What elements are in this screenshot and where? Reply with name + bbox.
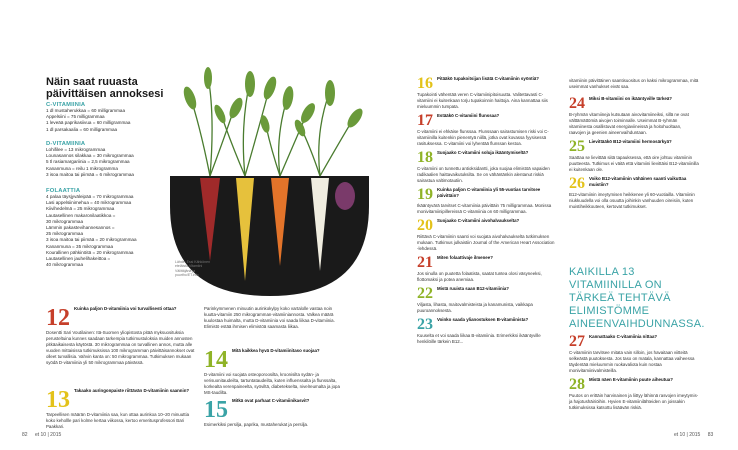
vitamin-d-title: D-VITAMIINIA xyxy=(46,141,86,147)
qa-answer: Dosentti Sari Voutilainen: Itä-Suomen yliopistosta pitää myksuosituksia perusteltuina kunnes saadaan tarkempia tutkimustuloksia muiden annosten pitkäaikaisesta käytöstä. 30 mikrogrammaa on turvallinen annos, mutta alle vuoden mittaisissa tutkimuksissa 100 mikrogramman päivittäisannokset ovat olleet turvallisia. Vahvin kanta on: 50 mikrogrammaa. Tutkimuksen mukaan syödä D-vitamiinia yli 50 mikrogrammaa päivässä. xyxy=(46,330,195,365)
vitamin-c-title: C-VITAMIINIA xyxy=(46,102,86,108)
qa-question: Mitä kaikkea hyvä D-vitamiinitaso suojaa? xyxy=(232,348,320,353)
qa-question: Lievittääkö B12-vitamiini hermosärkyä? xyxy=(589,139,672,144)
qa-question: Voinko saada ylianostuksen B-vitamiinista? xyxy=(437,317,529,322)
qa-answer: Saattaa se lievittää siitä tapauksessa, että oire johtuu vitamiinin puutteesta. Tutkimus ei väitä että vitamiini lievittäisi B12-vitamiinilla ei kuitenkaan ole. xyxy=(569,155,699,172)
folate-item: 4 palaa täysjyväleipää = 70 mikrogrammaa xyxy=(46,194,134,199)
qa-question: Mistä näen E-vitamiinin puute aiheutua? xyxy=(589,377,673,382)
qa-answer: Riittävä C-vitamiinin saanti voi suojata aivohalvaukselta tutkimuksen mukaan. Tutkimus julkaistiin Journal of the American Heart Association -lehdessä. xyxy=(417,234,555,251)
beet-root xyxy=(335,182,355,210)
vitamin-c-list xyxy=(46,108,171,133)
qa-item xyxy=(417,76,557,110)
vitamin-d-item: Kananmuna = reilu 1 mikrogramma xyxy=(46,165,118,171)
vitamin-d-item: 3 isoa maitoa tai piimää = 6 mikrogrammaa xyxy=(46,171,134,177)
qa-question: Miten folaattivaje ilmenee? xyxy=(437,255,493,260)
qa-number: 15 xyxy=(204,397,228,423)
qa-number: 12 xyxy=(46,305,70,331)
qa-number: 25 xyxy=(569,138,585,155)
vitamin-d-item: Lohifilee = 13 mikrogrammaa xyxy=(46,147,106,152)
vitamin-d-list xyxy=(46,147,171,178)
qa-answer: Puutos on erittäin harvinainen ja liittyy lähinnä rasvojen imeytymis- ja hajotushäiriöihin. Hyvien E-vitamiinilähteiden on joissakin tutkimuksissa katsottu lisäävän riskiä. xyxy=(569,393,699,410)
qa-answer: C-vitamiini ei ehkäise flunssaa. Flunssaan sairastumisen riski voi C-vitamiinilla kuitenkin pienentyä niillä, jotka ovat kovassa fyysisessä rasituksessa. C-vitamiini voi lyhentää flunssan kestoa. xyxy=(417,129,549,146)
qa-answer: B12-vitamiinin imeytymisen heikkenee yli 60-vuotiailla. Vitamiinin niukkuudella voi olla osuutta joihinkin vanhuuden oireisiin, kuten muistiheikkouteen, kertovat tutkimukset. xyxy=(569,192,695,209)
qa-question: Kuinka paljon D-vitamiinia voi turvallisesti ottaa? xyxy=(74,306,177,311)
qa-question: Mistä ruuista saan B12-vitamiinia? xyxy=(437,286,509,291)
qa-item xyxy=(569,176,699,210)
qa-15 xyxy=(204,398,342,428)
qa-number: 28 xyxy=(569,376,585,393)
qa-number: 21 xyxy=(417,254,433,271)
page-number-right xyxy=(674,432,713,438)
qa-item xyxy=(417,317,557,345)
qa-question: Suojaako C-vitamiini soluja ikääntymiseltä? xyxy=(437,150,529,155)
folate-item: 3 isoa maitoa tai piimää = 20 mikrogrammaa xyxy=(46,237,137,243)
qa-answer: B-ryhmän vitamiineja kutsutaan aivovitamiineiksi, sillä ne ovat välttämättömiä aivojen toiminnalle. Useimmat B-ryhmän vitamiinesta osallistuvat energiaviineissä ja hoitohuoltaan, raavojen ja geenien aineenvaihduntaan. xyxy=(569,112,689,135)
folate-item: Kourallinen pähkinöitä = 20 mikrogrammaa xyxy=(46,249,134,255)
qa-13 xyxy=(46,388,196,430)
qa-question: Voiko B12-vitamiinin vähäinen saanti vaikuttaa muistiin? xyxy=(589,176,687,187)
qa-question: Kuinka paljon C-vitamiinia yli 55-vuotias tarvitsee päivittäin? xyxy=(437,187,541,198)
qa-answer: C-vitamiini on tunnettu antioksidantti, joka suojaa elimistöä vapaiden radikaalien haittavaikutuksilta. Se on vähäntänkin alentanut riskiä sairastua valtimotautiin. xyxy=(417,166,550,183)
qa-12 xyxy=(46,306,196,366)
qa-item xyxy=(569,334,699,374)
page-number-left xyxy=(22,432,61,438)
vitamin-c-item: 1 leveää paprikasiivua = 60 milligrammaa xyxy=(46,120,131,126)
folate-list xyxy=(46,194,171,268)
qa-number: 27 xyxy=(569,333,585,350)
qa-item xyxy=(417,218,557,252)
qa-item xyxy=(417,150,557,184)
vitamin-c-item: 1 dl mustaherukkaa = 60 milligrammaa xyxy=(46,108,126,113)
qa-right-column xyxy=(569,96,699,213)
folate-item: 30 mikrogrammaa xyxy=(46,218,84,224)
qa-answer: Kuuselta et voi saada liikaa B-vitamiinia. Erimerkiksi ikääntyville henkilöille tärkein B12... xyxy=(417,333,541,344)
qa-number: 17 xyxy=(417,112,433,129)
qa-right-column-bottom xyxy=(569,334,699,414)
folate-item: Kiivihedelmä = 25 mikrogrammaa xyxy=(46,206,115,212)
column-text: Parinkymmenen minuutin aurinkokylpy koko vartalolle vastaa noin kuutta-vitamiin 250 mikrogramman-vitamiiniannosta. Valkea määrä kuulostaa huimalta, mutta D-vitamiinia voi saada liikaa D-vitamiinia. Elimistö estää ihmisen elimistöä saamasta liikaa. xyxy=(204,306,335,329)
leaf-blades xyxy=(181,67,365,138)
qa-number: 22 xyxy=(417,285,433,302)
qa-question: Kannattaako C-vitamiinia nittaa? xyxy=(589,334,658,339)
folate-item: Lämmin pakastevihannesannos = xyxy=(46,225,115,231)
qa-item xyxy=(569,139,699,173)
qa-question: Takaako auringonpaiste riittävän D-vitamiinin saannin? xyxy=(74,388,190,393)
right-page xyxy=(369,0,738,450)
qa-answer: Viljasta, lihasta, maitovalmisteista ja kanamunista, vaikkapa puuroannoksesta. xyxy=(417,302,533,313)
qa-question: Estääkö C-vitamiini flunssaa? xyxy=(437,113,500,118)
pull-quote: KAIKILLA 13 VITAMIINILLA ON TÄRKEÄ TEHTÄVÄ ELIMISTÖMME AINEENVAIHDUNNASSA. xyxy=(569,266,705,330)
page-number: 82 xyxy=(22,432,28,438)
qa-number: 20 xyxy=(417,217,433,234)
qa-answer: Ikääntyvärä tarvitset C-vitamiinia päivittäin 75 milligrammaa. Monissa monivitamiinipillereissä C-vitamiinia on 60 milligrammaa. xyxy=(417,203,552,214)
vitamin-c-box xyxy=(46,102,171,133)
qa-item xyxy=(569,96,699,136)
qa-number: 16 xyxy=(417,75,433,92)
qa-question: Pitääkö tupakoitsijan lisätä C-vitamiinin syöntiä? xyxy=(437,76,539,81)
page-number: 83 xyxy=(707,432,714,438)
qa-number: 26 xyxy=(569,175,585,192)
qa-number: 13 xyxy=(46,387,70,413)
folate-item: 40 mikrogrammaa xyxy=(46,262,84,268)
qa-14 xyxy=(204,348,342,396)
qa-answer: C-vitamiinin tarvitsee mitata vain silloin, jos havaitaan viitteitä selkeästä puutoksesta. Jos taso on matala, kannattaa vaiheessa täydentää mieluummin ruokavaliota kuin nostaa monivitamiinivalmisteilla. xyxy=(569,350,695,373)
qa-answer: Tarpeellisen määrän D-vitamiinia saa, kun ottaa aurinkoa 10–20 minuuttia koko kehollle pari kolme kertaa viikossa, kertoo emeritusprofessori Bari Paakkari. xyxy=(46,412,190,429)
qa-item xyxy=(569,377,699,411)
folate-item: Lasi appelsiinimehua = 40 mikrogrammaa xyxy=(46,200,132,206)
magazine-issue: et 10 | 2015 xyxy=(674,432,701,438)
vitamin-d-item: 5 tl rasiamargariinia = 2,5 mikrogrammaa xyxy=(46,159,130,165)
folate-title: FOLAATTIA xyxy=(46,188,81,194)
vitamin-c-item: 1 dl parsakaalia = 60 milligrammaa xyxy=(46,126,118,132)
magazine-issue: et 10 | 2015 xyxy=(34,432,62,438)
folate-item: Lautasellinen jauhelihakeittoa = xyxy=(46,256,111,262)
qa-middle-column xyxy=(417,76,557,348)
vitamin-d-item: Lounasannos silakkaa = 30 mikrogrammaa xyxy=(46,153,134,159)
qa-number: 24 xyxy=(569,95,585,112)
intro-text: vitamiinin päivittäinen saantisuositus on kaksi mikrogrammaa, mitä useimmat vanhukset eivät saa. xyxy=(569,78,699,89)
qa-item xyxy=(417,187,557,215)
folate-item: Kananmuna = 35 mikrogrammaa xyxy=(46,243,114,249)
qa-number: 19 xyxy=(417,186,433,203)
folate-box xyxy=(46,188,171,268)
qa-answer: Esimerkiksi persilja, paprika, mustaherukat ja persilja. xyxy=(204,422,309,427)
qa-item xyxy=(417,286,557,314)
vitamin-d-box xyxy=(46,141,171,178)
folate-item: Lautasellinen makaronilaatikkoa = xyxy=(46,212,116,218)
qa-question: Miksi B-vitamiini on ikääntyville tärkeä? xyxy=(589,96,672,101)
qa-answer: Jos sinulla on puutetta folaatista, saatat tuntea olosi väsyneeksi, flottomaksi ja potea anemiaa. xyxy=(417,271,542,282)
qa-number: 14 xyxy=(204,347,228,373)
illustration-caption: Lähde: Essi Kähkönen eteläistä Vitamiini Välittäjänä ja puurtho/ET.info xyxy=(175,260,211,278)
vitamin-c-item: Appelsiini = 75 milligrammaa xyxy=(46,114,105,120)
qa-number: 18 xyxy=(417,149,433,166)
qa-answer: Tupakointi vähentää veren C-vitamiinipitoisuutta. Valitettavasti C-vitamiini ei kuitenkaan torju tupakoinnin haittoja. Aina kannattaa siis mieluummin tumpata. xyxy=(417,92,548,109)
qa-question: Suojaako C-vitamiini aivohalvaukselta? xyxy=(437,218,520,223)
page-heading: Näin saat ruuasta päivittäisen annoksesi xyxy=(46,76,164,100)
qa-question: Mitkä ovat parhaat C-vitamiinikasvit? xyxy=(232,398,310,403)
qa-answer: D-vitamiini voi suojata osteoporoosilta, kroonisilta sydän- ja verisuonitaudeilta, tartuntataudeilta, kuten influenssalta ja flunssalta, korkealta verenpaineelta, syöviltä, diabetekselta, nivelreumalta ja jopa MS-taudilta. xyxy=(204,372,340,395)
qa-item xyxy=(417,255,557,283)
folate-item: 25 mikrogrammaa xyxy=(46,231,84,237)
qa-number: 23 xyxy=(417,316,433,333)
qa-item xyxy=(417,113,557,147)
